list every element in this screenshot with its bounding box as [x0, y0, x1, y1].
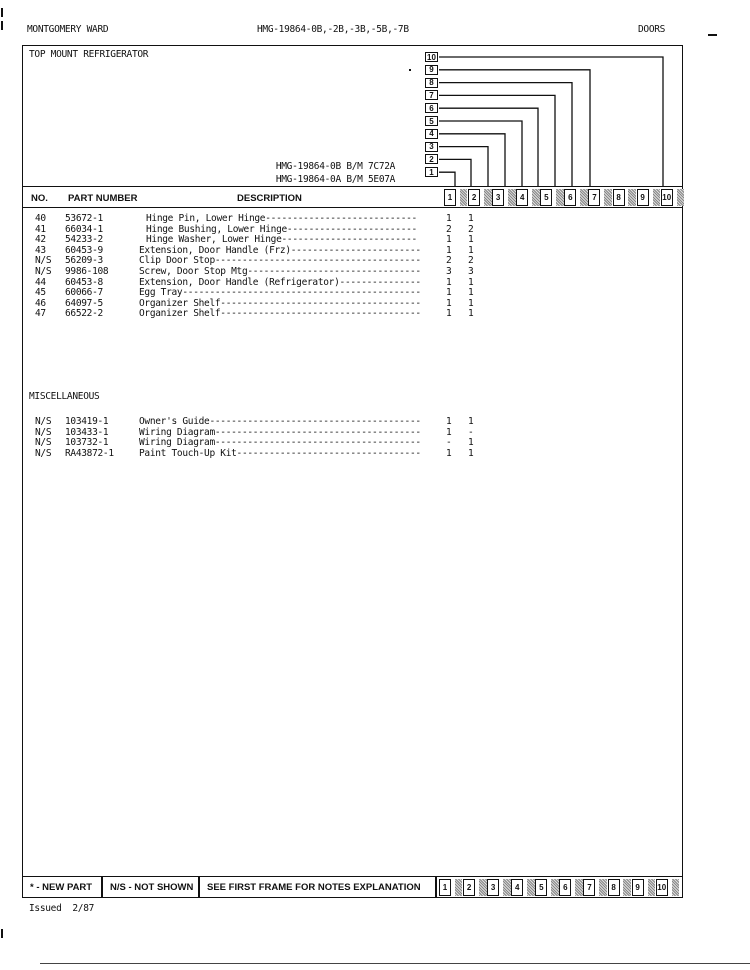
model-col-1: 1 — [439, 879, 451, 896]
qty-col-2: 3 — [468, 266, 474, 277]
model-box: 8 — [425, 78, 438, 88]
legend-not-shown: N/S - NOT SHOWN — [110, 882, 194, 893]
part-no: 41 — [35, 223, 46, 235]
qty-col-1: 1 — [446, 308, 452, 320]
part-no: 47 — [35, 308, 46, 320]
part-no: 40 — [35, 213, 46, 224]
part-no: N/S — [35, 255, 52, 267]
part-no: N/S — [35, 437, 52, 449]
col-header-no: NO. — [31, 193, 48, 204]
shade-block — [551, 879, 559, 896]
model-box: 5 — [425, 116, 438, 126]
qty-col-1: 1 — [446, 276, 452, 288]
part-description: Wiring Diagram-------------------------------------- — [139, 426, 421, 438]
footer-divider — [198, 876, 200, 898]
qty-col-2: 1 — [468, 276, 474, 288]
model-box: 2 — [425, 154, 438, 164]
part-no: N/S — [35, 266, 52, 277]
part-number: 66034-1 — [65, 223, 103, 235]
model-col-5: 5 — [540, 189, 552, 206]
legend-new-part: * - NEW PART — [30, 882, 93, 893]
qty-col-2: 1 — [468, 213, 474, 224]
qty-col-2: 1 — [468, 234, 474, 246]
model-col-8: 8 — [613, 189, 625, 206]
shade-block — [455, 879, 463, 896]
part-number: 103433-1 — [65, 426, 109, 438]
shade-block — [460, 189, 468, 206]
part-number: 66522-2 — [65, 308, 103, 320]
qty-col-1: - — [446, 437, 452, 449]
col-header-description: DESCRIPTION — [237, 193, 302, 204]
part-no: 44 — [35, 276, 46, 288]
model-col-2: 2 — [468, 189, 480, 206]
model-col-7: 7 — [583, 879, 595, 896]
part-no: 43 — [35, 244, 46, 256]
qty-col-1: 1 — [446, 213, 452, 224]
qty-col-2: 1 — [468, 308, 474, 320]
shade-block — [508, 189, 516, 206]
shade-block — [532, 189, 540, 206]
model-col-2: 2 — [463, 879, 475, 896]
shade-block — [580, 189, 588, 206]
part-description: Screw, Door Stop Mtg-------------------------------- — [139, 266, 421, 277]
part-description: Wiring Diagram-------------------------------------- — [139, 437, 421, 449]
part-description: Extension, Door Handle (Refrigerator)--------------- — [139, 276, 421, 288]
qty-col-2: 1 — [468, 244, 474, 256]
qty-col-1: 1 — [446, 447, 452, 459]
model-col-5: 5 — [535, 879, 547, 896]
part-description: Extension, Door Handle (Frz)------------------------ — [139, 244, 421, 256]
shade-block — [623, 879, 631, 896]
model-col-9: 9 — [637, 189, 649, 206]
qty-col-1: 3 — [446, 266, 452, 277]
model-col-8: 8 — [608, 879, 620, 896]
shade-block — [672, 879, 680, 896]
dot-mark — [409, 69, 411, 71]
model-box: 4 — [425, 129, 438, 139]
shade-block — [575, 879, 583, 896]
footer-divider — [435, 876, 437, 898]
model-col-6: 6 — [564, 189, 576, 206]
qty-col-2: 1 — [468, 416, 474, 427]
model-col-1: 1 — [444, 189, 456, 206]
model-line-2: HMG-19864-0A B/M 5E07A — [275, 174, 396, 185]
part-number: 56209-3 — [65, 255, 103, 267]
qty-col-2: 1 — [468, 287, 474, 299]
shade-block — [503, 879, 511, 896]
model-col-7: 7 — [588, 189, 600, 206]
shade-block — [628, 189, 636, 206]
part-number: 103419-1 — [65, 416, 109, 427]
qty-col-1: 1 — [446, 287, 452, 299]
shade-block — [484, 189, 492, 206]
part-description: Hinge Washer, Lower Hinge------------------------- — [146, 234, 417, 246]
model-col-10: 10 — [656, 879, 668, 896]
model-col-3: 3 — [487, 879, 499, 896]
bottom-rule — [40, 963, 750, 964]
part-number: 53672-1 — [65, 213, 103, 224]
part-description: Organizer Shelf------------------------------------- — [139, 297, 421, 309]
qty-col-2: 2 — [468, 255, 474, 267]
model-col-4: 4 — [516, 189, 528, 206]
part-description: Hinge Pin, Lower Hinge---------------------------- — [146, 213, 417, 224]
footer-divider — [101, 876, 103, 898]
model-box: 10 — [425, 52, 438, 62]
model-line-1: HMG-19864-0B B/M 7C72A — [275, 161, 396, 172]
model-box: 1 — [425, 167, 438, 177]
shade-block — [604, 189, 612, 206]
part-no: N/S — [35, 416, 52, 427]
part-no: N/S — [35, 447, 52, 459]
shade-block — [653, 189, 661, 206]
part-no: 46 — [35, 297, 46, 309]
misc-heading: MISCELLANEOUS — [29, 391, 100, 402]
part-description: Owner's Guide--------------------------------------- — [139, 416, 421, 427]
part-description: Hinge Bushing, Lower Hinge------------------------ — [146, 223, 417, 235]
part-number: 9986-108 — [65, 266, 109, 277]
shade-block — [527, 879, 535, 896]
qty-col-2: 1 — [468, 447, 474, 459]
qty-col-1: 1 — [446, 244, 452, 256]
legend-notes: SEE FIRST FRAME FOR NOTES EXPLANATION — [207, 882, 421, 893]
model-col-10: 10 — [661, 189, 673, 206]
shade-block — [479, 879, 487, 896]
qty-col-1: 2 — [446, 255, 452, 267]
model-col-4: 4 — [511, 879, 523, 896]
model-box: 6 — [425, 103, 438, 113]
part-number: 54233-2 — [65, 234, 103, 246]
part-number: 60066-7 — [65, 287, 103, 299]
model-col-9: 9 — [632, 879, 644, 896]
qty-col-1: 1 — [446, 416, 452, 427]
part-number: RA43872-1 — [65, 447, 114, 459]
margin-mark — [1, 929, 3, 938]
part-number: 60453-8 — [65, 276, 103, 288]
shade-block — [677, 189, 685, 206]
part-description: Clip Door Stop-------------------------------------- — [139, 255, 421, 267]
shade-block — [599, 879, 607, 896]
model-col-6: 6 — [559, 879, 571, 896]
qty-col-2: 1 — [468, 297, 474, 309]
shade-block — [648, 879, 656, 896]
model-column-strip — [444, 189, 685, 206]
margin-mark — [1, 21, 3, 30]
header-dash — [708, 34, 717, 36]
part-no: 45 — [35, 287, 46, 299]
margin-mark — [1, 8, 3, 17]
col-header-part-number: PART NUMBER — [68, 193, 138, 204]
model-box: 7 — [425, 90, 438, 100]
qty-col-1: 1 — [446, 297, 452, 309]
part-description: Organizer Shelf------------------------------------- — [139, 308, 421, 320]
footer-model-column-strip — [439, 879, 680, 896]
model-box: 9 — [425, 65, 438, 75]
qty-col-1: 1 — [446, 234, 452, 246]
qty-col-2: 1 — [468, 437, 474, 449]
part-description: Egg Tray-------------------------------------------- — [139, 287, 421, 299]
qty-col-2: 2 — [468, 223, 474, 235]
model-numbers: HMG-19864-0B,-2B,-3B,-5B,-7B — [257, 24, 409, 35]
company-name: MONTGOMERY WARD — [27, 24, 109, 35]
qty-col-1: 1 — [446, 426, 452, 438]
section-title: DOORS — [638, 24, 666, 35]
part-number: 60453-9 — [65, 244, 103, 256]
product-title: TOP MOUNT REFRIGERATOR — [29, 49, 149, 60]
issued-date: Issued 2/87 — [29, 903, 95, 914]
part-description: Paint Touch-Up Kit---------------------------------- — [139, 447, 421, 459]
part-no: N/S — [35, 426, 52, 438]
model-col-3: 3 — [492, 189, 504, 206]
qty-col-1: 2 — [446, 223, 452, 235]
part-number: 64097-5 — [65, 297, 103, 309]
model-box: 3 — [425, 142, 438, 152]
part-number: 103732-1 — [65, 437, 109, 449]
qty-col-2: - — [468, 426, 474, 438]
part-no: 42 — [35, 234, 46, 246]
shade-block — [556, 189, 564, 206]
